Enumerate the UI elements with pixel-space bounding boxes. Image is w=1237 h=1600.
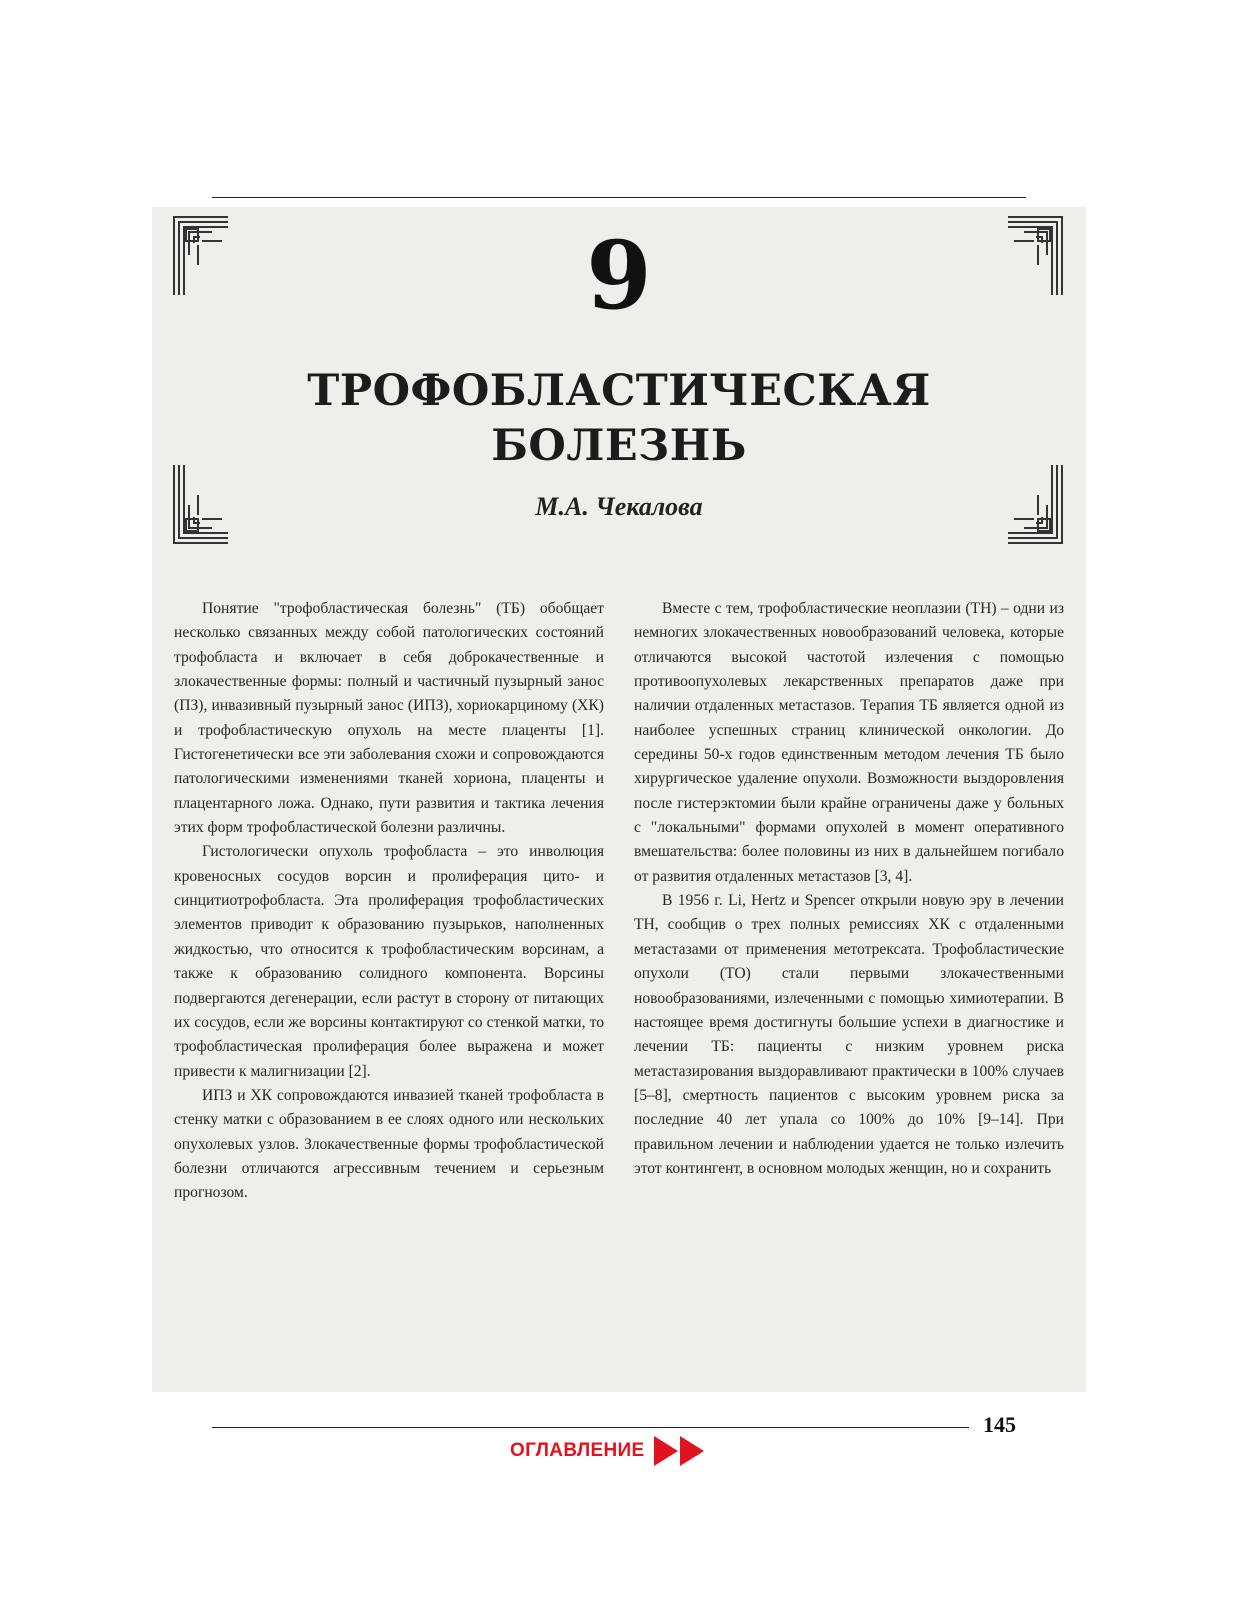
chapter-number: 9 (586, 221, 652, 331)
table-of-contents-link[interactable] (510, 1434, 708, 1468)
text-column-left (174, 597, 604, 1206)
toc-link-label: ОГЛАВЛЕНИЕ (510, 1440, 645, 1461)
double-chevron-right-icon (654, 1436, 708, 1466)
scanned-page (152, 207, 1086, 1392)
footer-rule (212, 1427, 969, 1428)
header-rule (212, 197, 1026, 198)
paragraph: Понятие "трофобластическая болезнь" (ТБ) обобщает несколько связанных между собой патологических состояний трофобласта и включает в себя доброкачественные и злокачественные формы: полный и частичный пузырный занос (ПЗ), инвазивный пузырный занос (ИПЗ), хориокарциному (ХК) и трофобластическую опухоль на месте плаценты [1]. Гистогенетически все эти заболевания схожи и сопровождаются патологическими изменениями тканей хориона, плаценты и плацентарного ложа. Однако, пути развития и тактика лечения этих форм трофобластической болезни различны. (174, 600, 604, 837)
text-column-right (634, 597, 1064, 1181)
chapter-title-line: БОЛЕЗНЬ (491, 421, 747, 471)
chapter-title-line: ТРОФОБЛАСТИЧЕСКАЯ (307, 366, 931, 416)
paragraph: ИПЗ и ХК сопровождаются инвазией тканей трофобласта в стенку матки с образованием в ее слоях одного или нескольких опухолевых узлов. Злокачественные формы трофобластической болезни отличаются агрессивным течением и серьезным прогнозом. (174, 1086, 604, 1202)
chapter-title (212, 364, 1026, 474)
paragraph: В 1956 г. Li, Hertz и Spencer открыли новую эру в лечении ТН, сообщив о трех полных ремиссиях ХК с отдаленными метастазами от применения метотрексата. Трофобластические опухоли (ТО) стали первыми злокачественными новообразованиями, излеченными с помощью химиотерапии. В настоящее время достигнуты большие успехи в диагностике и лечении ТБ: пациенты с низким уровнем риска метастазирования выздоравливают практически в 100% случаев [5–8], смертность пациентов с высоким уровнем риска за последние 40 лет упала со 100% до 10% [9–14]. При правильном лечении и наблюдении удается не только излечить этот контингент, в основном молодых женщин, но и сохранить (634, 892, 1064, 1177)
chapter-author: М.А. Чекалова (535, 492, 703, 521)
page-number: 145 (983, 1412, 1016, 1437)
paragraph: Гистологически опухоль трофобласта – это инволюция кровеносных сосудов ворсин и пролиферация цито- и синцитиотрофобласта. Эта пролиферация трофобластических элементов приводит к образованию пузырьков, наполненных жидкостью, что относится к трофобластическим ворсинам, а также к образованию солидного компонента. Ворсины подвергаются дегенерации, если растут в сторону от питающих их сосудов, если же ворсины контактируют со стенкой матки, то трофобластическая пролиферация более выражена и может привести к малигнизации [2]. (174, 843, 604, 1080)
paragraph: Вместе с тем, трофобластические неоплазии (ТН) – одни из немногих злокачественных новообразований человека, которые отличаются высокой частотой излечения с помощью противоопухолевых лекарственных препаратов даже при наличии отдаленных метастазов. Терапия ТБ является одной из наиболее успешных страниц клинической онкологии. До середины 50-х годов единственным методом лечения ТБ было хирургическое удаление опухоли. Возможности выздоровления после гистерэктомии были крайне ограничены даже у больных с "локальными" формами опухолей в момент оперативного вмешательства: более половины из них в дальнейшем погибало от развития отдаленных метастазов [3, 4]. (634, 600, 1064, 885)
